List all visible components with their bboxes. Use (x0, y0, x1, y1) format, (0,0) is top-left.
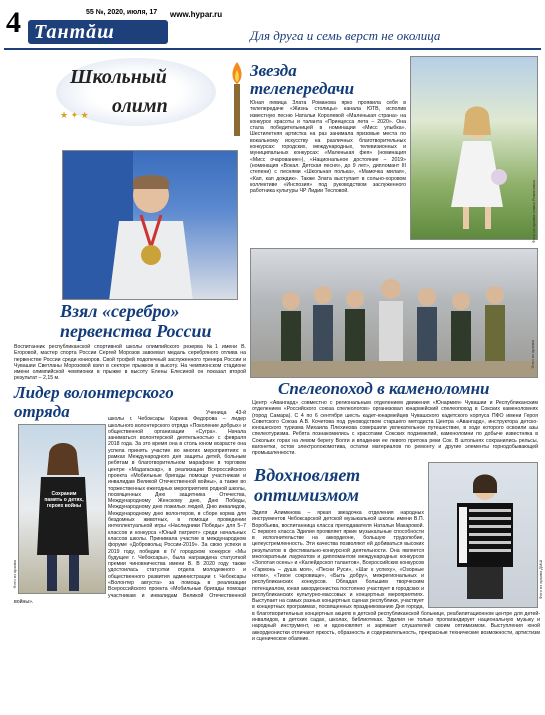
star-photo-credit: Фото из архива семьи Романовых (531, 180, 536, 244)
star-title-line1: Звезда (250, 61, 297, 80)
volunteer-shirt-text: Сохраним память о детях, героях войны (44, 491, 84, 509)
site-url[interactable]: www.hypar.ru (170, 10, 223, 19)
volunteer-title-line1: Лидер волонтерского (14, 383, 174, 402)
star-photo (410, 56, 538, 240)
silver-title-line2: первенства России (60, 321, 212, 341)
newspaper-logo (28, 20, 168, 44)
page-number: 4 (6, 6, 21, 39)
volunteer-text-body: Ученица 43-й школы г. Чебоксары Карина Федорова – лидер школьного волонтерского отряда «Поколение добрых» и общественной организации «Сугра». Начала заниматься волонтерской деятельностью с февраля 2018 года. За это время она в столь юном возрасте она успела принять участие во многих мероприятиях: в рамках Международного дня защиты детей, больным ребятам в благотворительном марафоне в торговом центре «Мадагаскар», в реализации Всероссийского проекта «Мобильные бригады помощи участникам и инвалидам Великой Отечественной войны», а также во торжественных ежегодных мероприятиях родной школы, посвященных Дню защитника Отечества, Международному Женскому дню, Дню Победы, Международному дню пожилых людей, Дню инвалидов, Международному дню волонтеров, в сборе корма для бездомных животных, в помощи проведении интеллектуальной игры «Наследники Победы» для 5–7 классов и конкурса «Юный патриот» среди начальных классов школы. Принимала участие в международном форуме «Добровольц России-2019». За свою успехи в 2019 году, победив в IV городском конкурсе «Мы будущее г. Чебоксары», была награждена статуэткой премии чиновничества имени В. В 2020 году также удостоилась статуэтки отдела молодежного и общественного развития администрации г. Чебоксары «Волонтер августа» за помощь в реализации Всероссийского проекта «Мобильные бригады помощи участникам и инвалидам Великой Отечественной войны». (14, 410, 246, 605)
inspire-article-text (252, 510, 540, 710)
volunteer-article-text (14, 410, 246, 710)
inspire-photo-credit: Фото из архива ДМШ (538, 560, 543, 600)
inspire-title-line2: оптимизмом (254, 485, 359, 505)
torch-icon (226, 58, 248, 138)
issue-info: 55 №, 2020, июля, 17 (86, 9, 158, 16)
silver-article-text: Воспитанник республиканской спортивной школы олимпийского резерва №1 имени В. Егоровой, мастер спорта России Сергей Морозов завоевал медаль серебряного отлива на первенстве России среди юниоров. Свой трофей подопечный заслуженного тренера России и Чувашии Светланы Морозовой взял в секторе прыжков в высоту. На чемпионском стадионе имени олимпийской чемпионки в прыжке в высоту Елены Елесиной он показал второй результат – 2,15 м. (14, 344, 246, 382)
hike-title: Спелеопоход в каменоломни (278, 379, 490, 398)
star-decoration-icon: ★ ✦ ★ (60, 110, 89, 120)
hike-photo-credit: Фото из архива (530, 340, 535, 369)
silver-title-line1: Взял «серебро» (60, 301, 180, 321)
inspire-photo-wrap-spacer (424, 510, 540, 608)
header-divider (4, 48, 541, 50)
athlete-photo (62, 150, 238, 300)
inspire-title-line1: Вдохновляет (254, 465, 361, 485)
volunteer-photo-credit: Фото из архива (12, 560, 17, 589)
logo-text: Тантăш (34, 21, 115, 43)
volunteer-title-line2: отряда (14, 402, 70, 421)
star-article-text: Юная певица Злата Романова ярко проявила себя в телепередаче «Жизнь столицы» канала ЮТВ, исполив известную песню Натальи Королевой «Маленькая страна» на конкурсе красоты и таланта «Принцесса лета – 2020». Она стала победительницей в номинации «Мисс улыбка». Шестилетняя артистка на раз занимала призовые места по вокальному искусству на различных благотворительных конкурсах: городских, международных, телевизионных и муниципальных конкурсах: «Маленькая фея» (номинация «Мисс очарование»), «Национальное достояние – 2019» (номинация «Вокал. Детская песня», до 9 лет», дипломант III степени) с песнями «Школьная полька», «Мамочка милая», «Кап, кап дождик». Также Злата выступает в сольно-хоровом коллективе «Инспозия» под руководством заслуженного работника культуры ЧР Лидии Тесловой. (250, 100, 406, 195)
star-title-line2: телепередачи (250, 79, 355, 98)
athlete-figure-icon (63, 151, 238, 300)
photo-wrap-spacer (14, 410, 108, 596)
hike-article-text: Центр «Авангард» совместно с региональным отделением движения «Юнармия» Чувашии и Республиканским отделением «Российского союза спелеологов» организовал юнармейский спелеопоход в Сокских каменоломнях (город Самара). С 4 по 6 сентября шесть кадет-юнармейцев Чувашского кадетского корпуса ПФО имени Героя Советского Союза А.В. Кочетова под руководством старшего методиста Центра «Авангард», инструктора детско-юношеского туризма Михаила Плехинова совершили увлекательное путешествие, в ходе которого освоили азы спелеотуризма. Ребята познакомились с красотами Сокских подземелий, каменоломни по добыче известняка в Сокольих горах на левом берегу Волги и впадении ее левого притока реки Сок. В штольнях сохранились рельсы, вагонетки, остов электролокомотива, остатки материалов по ремонту и другие элементы горнодобывающей промышленности. (252, 400, 538, 457)
girl-figure-icon (411, 57, 538, 240)
banner-title-line2: олимп (112, 95, 168, 117)
hike-group-figures-icon (251, 249, 538, 378)
inspire-text-body: Эдиля Алимкнова – яркая звездочка отделения народных инструментов Чебоксарской детской музыкальной школы имени В.П. Воробьева, воспитанница класса преподавателя Натальи Макаровой. С первого класса Эдилия проявляет яркие музыкальные способности в исполнительстве на аккордеоне, большую трудолюбие, целеустремленность. Эти качества позволяют ей добиваться высоких результатов в фестивально-конкурсной деятельности. Она является многократным лауреатом и дипломантом международных конкурсов «Золотая осень» и «Калейдоскоп талантов», Всероссийских конкурсов «Гармонь – душа моя», «Песни Руси», «Шаг к успеху», «Озорные нотки», «Тихое сокровище», «Быть добру», межрегиональных и республиканских конкурсов. Обладая большим творческим потенциалом, юная аккордеонистка постоянно участвует в городских и республиканских культурно-массовых и концертных мероприятиях. Выступает на самых разных концертных сценах республики, участвует в концертных программах, посвященных праздникованию Дня города, в благотворительных концертных акциях в детской республиканской больнице, реабилитационном центре для детей-инвалидов, в детских садах, школах, библиотеках. Эдилия не только пропагандирует национальную музыку и народный инструмент, но и вдохновляет и заряжает слушателей своим оптимизмом. Выступления юной аккордеонистки отличают яркость, образность и содержательность, прекрасные технические возможности, артистизм и сценическое обаяние. (252, 510, 540, 642)
page-slogan: Для друга и семь верст не околица (250, 28, 441, 43)
hike-group-photo (250, 248, 538, 378)
banner-title-line1: Школьный (70, 66, 167, 88)
